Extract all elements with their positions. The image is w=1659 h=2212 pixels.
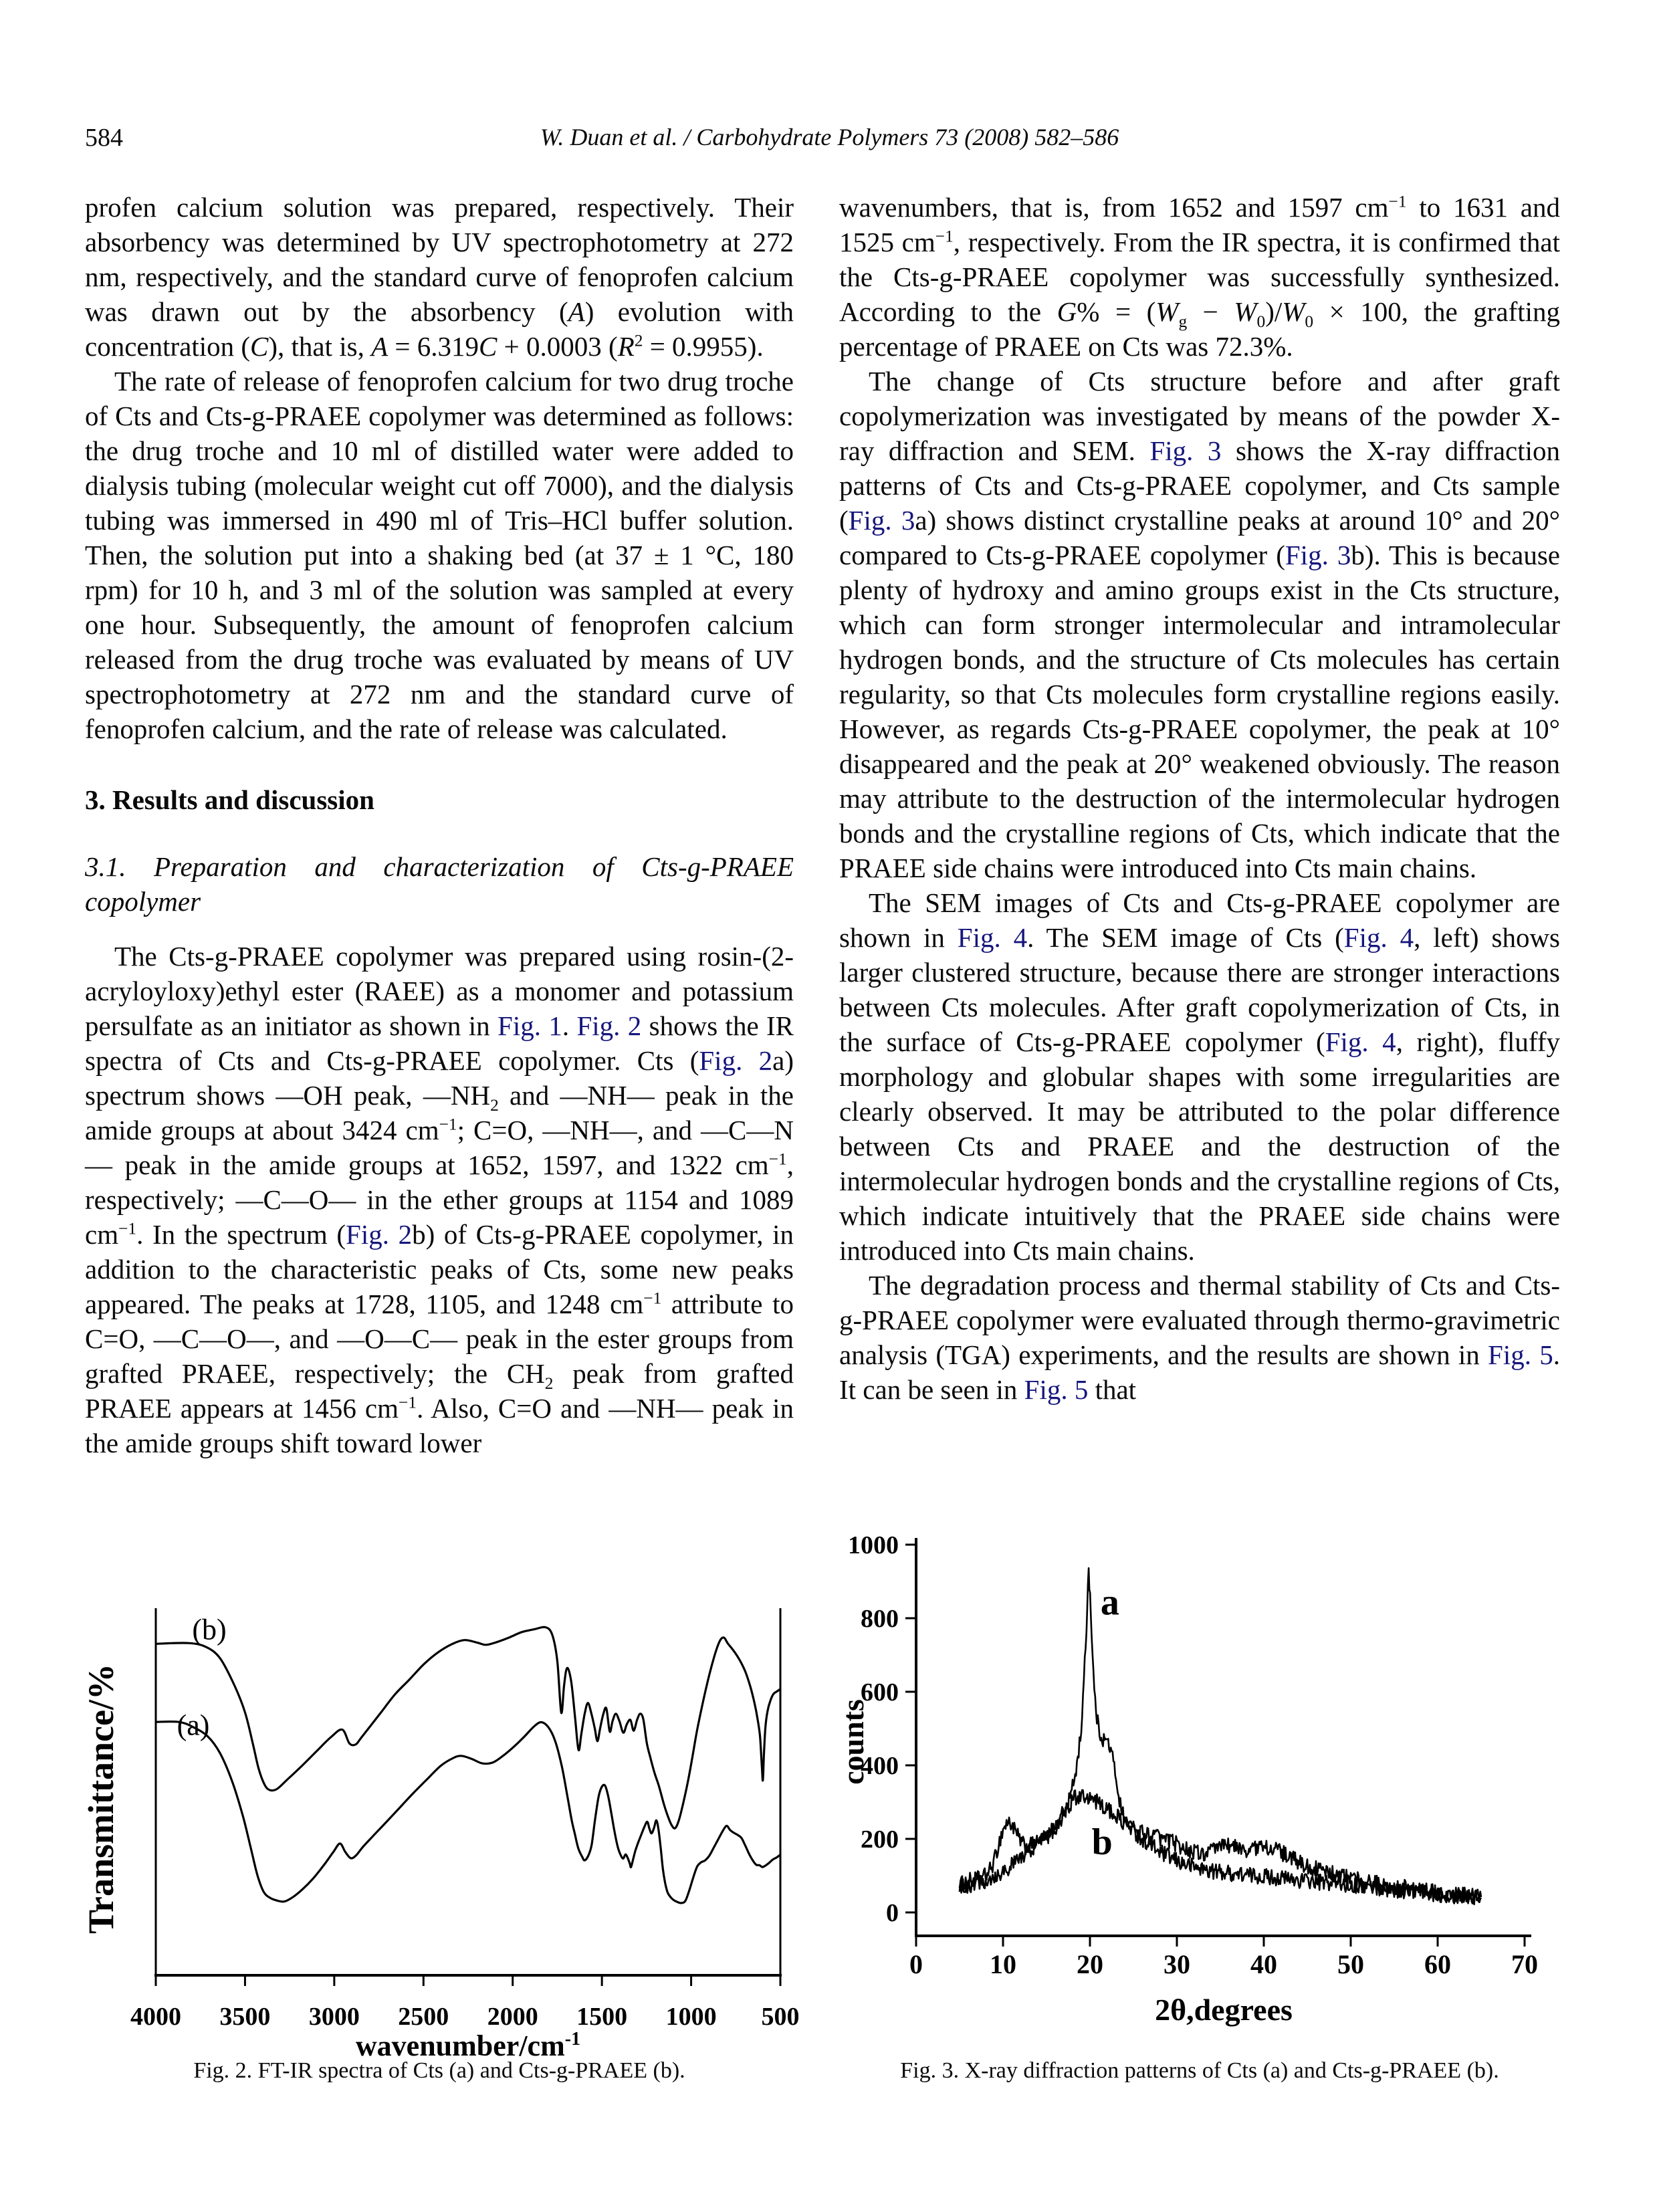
x-axis-label: 2θ,degrees — [1155, 1993, 1293, 2027]
x-tick-label: 30 — [1164, 1949, 1190, 1979]
series-label-b: b — [1091, 1821, 1113, 1864]
y-tick-label: 200 — [861, 1826, 899, 1854]
page-number: 584 — [85, 124, 123, 152]
figure-reference-link[interactable]: Fig. 2 — [699, 1045, 773, 1076]
paragraph-wavenumbers: wavenumbers, that is, from 1652 and 1597 $cm^{-1}$ to 1631 and 1525 $cm^{-1}$, respectively. From the IR spectra, it is confirmed that the Cts-g-PRAEE copolymer was successfully synthesized. According to the $G\% = (W_g - W_0)/W_0 \times 100$, the grafting percentage of PRAEE on Cts was 72.3%. — [839, 192, 1561, 362]
x-tick-label: 1500 — [576, 2003, 628, 2031]
figure-reference-link[interactable]: Fig. 3 — [1149, 435, 1222, 466]
fig3-caption: Fig. 3. X-ray diffraction patterns of Cts (a) and Cts-g-PRAEE (b). — [900, 2058, 1499, 2083]
y-tick-label: 400 — [861, 1752, 899, 1780]
figure-reference-link[interactable]: Fig. 5 — [1024, 1374, 1089, 1405]
fig3-xrd-chart — [836, 1528, 1568, 2056]
paragraph-xrd: The change of Cts structure before and after graft copolymerization was investigated by means of the powder X-ray diffraction and SEM. Fig. 3 shows the X-ray diffraction patterns of Cts and Cts-g-PRAEE copolymer, and Cts sample (Fig. 3a) shows distinct crystalline peaks at around 10° and 20° compared to Cts-g-PRAEE copolymer (Fig. 3b). This is because plenty of hydroxy and amino groups exist in the Cts structure, which can form stronger intermolecular and intramolecular hydrogen bonds, and the structure of Cts molecules has certain regularity, so that Cts molecules form crystalline regions easily. However, as regards Cts-g-PRAEE copolymer, the peak at 10° disappeared and the peak at 20° weakened obviously. The reason may attribute to the destruction of the intermolecular hydrogen bonds and the crystalline regions of Cts, which indicate that the PRAEE side chains were introduced into Cts main chains. — [839, 366, 1560, 883]
series-curve-(b) — [156, 1627, 780, 1828]
figure-reference-link[interactable]: Fig. 1 — [497, 1010, 562, 1041]
y-tick-label: 1000 — [848, 1531, 899, 1559]
fig2-caption: Fig. 2. FT-IR spectra of Cts (a) and Cts-g-PRAEE (b). — [193, 2058, 685, 2083]
paragraph-tga: The degradation process and thermal stability of Cts and Cts-g-PRAEE copolymer were evaluated through thermo-gravimetric analysis (TGA) experiments, and the results are shown in Fig. 5. It can be seen in Fig. 5 that — [839, 1270, 1560, 1405]
paragraph-sem: The SEM images of Cts and Cts-g-PRAEE copolymer are shown in Fig. 4. The SEM image of Cts (Fig. 4, left) shows larger clustered structure, because there are stronger interactions between Cts molecules. After graft copolymerization of Cts, in the surface of Cts-g-PRAEE copolymer (Fig. 4, right), fluffy morphology and globular shapes with some irregularities are clearly observed. It may be attributed to the polar difference between Cts and PRAEE and the destruction of the intermolecular hydrogen bonds and the crystalline regions of Cts, which indicate intuitively that the PRAEE side chains were introduced into Cts main chains. — [839, 887, 1561, 1266]
figure-reference-link[interactable]: Fig. 4 — [1343, 922, 1414, 953]
y-tick-label: 600 — [861, 1678, 899, 1706]
series-label-(a): (a) — [177, 1708, 210, 1742]
series-curve-a — [960, 1568, 1481, 1904]
paragraph-release-rate: The rate of release of fenoprofen calcium for two drug troche of Cts and Cts-g-PRAEE copolymer was determined as follows: the drug troche and 10 ml of distilled water were added to dialysis tubing (molecular weight cut off 7000), and the dialysis tubing was immersed in 490 ml of Tris–HCl buffer solution. Then, the solution put into a shaking bed (at 37 ± 1 °C, 180 rpm) for 10 h, and 3 ml of the solution was sampled at every one hour. Subsequently, the amount of fenoprofen calcium released from the drug troche was evaluated by means of UV spectrophotometry at 272 nm and the standard curve of fenoprofen calcium, and the rate of release was calculated. — [85, 366, 794, 744]
right-column — [839, 190, 1560, 1407]
x-tick-label: 4000 — [130, 2003, 181, 2031]
x-tick-label: 70 — [1511, 1949, 1538, 1979]
figure-reference-link[interactable]: Fig. 3 — [848, 505, 915, 536]
x-tick-label: 3500 — [219, 2003, 271, 2031]
x-tick-label: 20 — [1077, 1949, 1103, 1979]
x-tick-label: 50 — [1337, 1949, 1364, 1979]
y-axis-label: Transmittance/% — [81, 1664, 121, 1934]
x-tick-label: 40 — [1250, 1949, 1277, 1979]
x-tick-label: 500 — [761, 2003, 800, 2031]
series-label-a: a — [1100, 1581, 1119, 1624]
series-label-(b): (b) — [192, 1613, 227, 1646]
figure-reference-link[interactable]: Fig. 3 — [1285, 540, 1351, 570]
x-tick-label: 60 — [1424, 1949, 1451, 1979]
y-tick-label: 0 — [886, 1899, 899, 1927]
x-axis-label: wavenumber/$cm^{-1}$ — [355, 2029, 581, 2062]
x-tick-label: 10 — [990, 1949, 1016, 1979]
x-tick-label: 1000 — [665, 2003, 717, 2031]
figure-reference-link[interactable]: Fig. 4 — [1325, 1026, 1396, 1057]
left-column — [85, 190, 794, 1460]
x-tick-label: 0 — [909, 1949, 923, 1979]
x-tick-label: 2500 — [398, 2003, 449, 2031]
series-curve-(a) — [156, 1722, 780, 1903]
figure-reference-link[interactable]: Fig. 5 — [1488, 1339, 1553, 1370]
section-heading: 3. Results and discussion — [85, 784, 374, 815]
x-tick-label: 3000 — [308, 2003, 360, 2031]
paragraph-continuation: profen calcium solution was prepared, respectively. Their absorbency was determined by UV spectrophotometry at 272 nm, respectively, and the standard curve of fenoprofen calcium was drawn out by the absorbency (A) evolution with concentration (C), that is, A = 6.319C + 0.0003 $(R^2 = 0.9955)$. — [85, 192, 794, 362]
subsection-heading: 3.1. Preparation and characterization of Cts-g-PRAEE copolymer — [85, 851, 794, 917]
figure-reference-link[interactable]: Fig. 2 — [346, 1219, 413, 1250]
fig2-ftir-chart — [81, 1598, 800, 2066]
figure-reference-link[interactable]: Fig. 4 — [957, 922, 1028, 953]
y-axis-label: counts — [836, 1699, 870, 1785]
figure-reference-link[interactable]: Fig. 2 — [576, 1010, 642, 1041]
paragraph-preparation: The Cts-g-PRAEE copolymer was prepared using rosin-(2-acryloyloxy)ethyl ester (RAEE) as a monomer and potassium persulfate as an initiator as shown in Fig. 1. Fig. 2 shows the IR spectra of Cts and Cts-g-PRAEE copolymer. Cts (Fig. 2a) spectrum shows —OH peak, $—NH_2$ and —NH— peak in the amide groups at about 3424 $cm^{-1}$; C=O, —NH—, and —C—N— peak in the amide groups at 1652, 1597, and 1322 $cm^{-1}$, respectively; —C—O— in the ether groups at 1154 and 1089 $cm^{-1}$. In the spectrum (Fig. 2b) of Cts-g-PRAEE copolymer, in addition to the characteristic peaks of Cts, some new peaks appeared. The peaks at 1728, 1105, and 1248 $cm^{-1}$ attribute to C=O, —C—O—, and —O—C— peak in the ester groups from grafted PRAEE, respectively; the $CH_2$ peak from grafted PRAEE appears at 1456 $cm^{-1}$. Also, C=O and —NH— peak in the amide groups shift toward lower — [85, 941, 794, 1458]
journal-header: W. Duan et al. / Carbohydrate Polymers 73 (2008) 582–586 — [540, 124, 1119, 150]
x-tick-label: 2000 — [487, 2003, 538, 2031]
y-tick-label: 800 — [861, 1605, 899, 1633]
